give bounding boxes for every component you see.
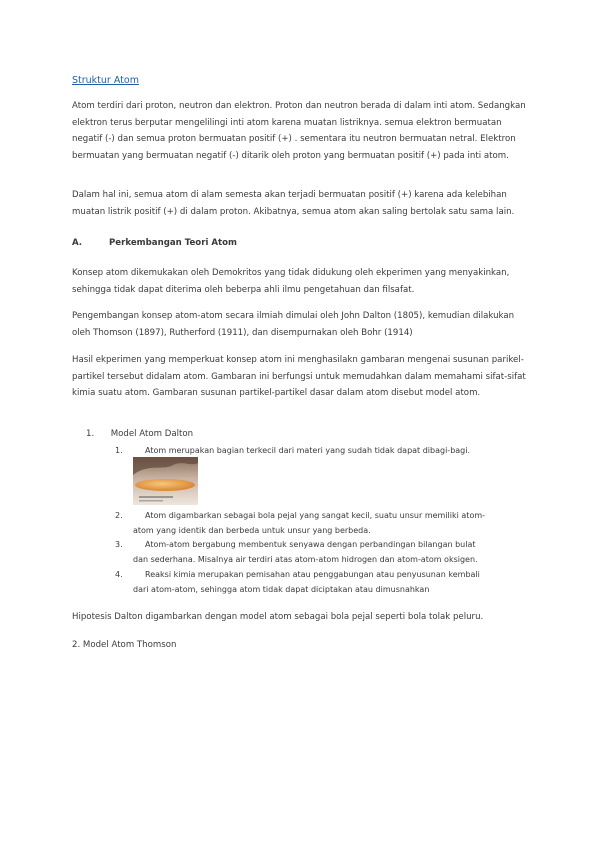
intro-paragraph: Atom terdiri dari proton, neutron dan elektron. Proton dan neutron berada di dalam inti atom. Sedangkan elektron terus berputar mengelilingi inti atom karena muatan listriknya. semua elektron bermuatan negatif (-) dan semua proton bermuatan positif (+) . sementara itu neutron bermuatan netral. Elektron bermuatan yang bermuatan negatif (-) ditarik oleh proton yang bermuatan positif (+) pada inti atom. <box>72 101 526 161</box>
sub-list-text-cont: dari atom-atom, sehingga atom tidak dapat diciptakan atau dimusnahkan <box>133 584 430 594</box>
sub-list-text-cont: dan sederhana. Misalnya air terdiri atas atom-atom hidrogen dan atom-atom oksigen. <box>133 554 478 564</box>
sub-list-number: 1. <box>115 446 123 455</box>
sub-list-text: Atom digambarkan sebagai bola pejal yang sangat kecil, suatu unsur memiliki atom- <box>145 511 486 520</box>
model-paragraph: Hasil ekperimen yang memperkuat konsep atom ini menghasilakn gambaran mengenai susunan parikel-partikel tersebut didalam atom. Gambaran ini berfungsi untuk memudahkan dalam memahami sifat-sifat kimia suatu atom. Gambaran susunan partikel-partikel dasar dalam atom disebut model atom. <box>72 355 526 398</box>
sub-list-text: Reaksi kimia merupakan pemisahan atau penggabungan atau penyusunan kembali <box>145 570 480 579</box>
sub-list-text: Atom-atom bergabung membentuk senyawa dengan perbandingan bilangan bulat <box>145 540 476 549</box>
sub-list-number: 3. <box>115 540 123 549</box>
section-heading <box>72 238 237 248</box>
sub-list-text-cont: atom yang identik dan berbeda untuk unsur yang berbeda. <box>133 525 371 535</box>
sub-list-text: Atom merupakan bagian terkecil dari materi yang sudah tidak dapat dibagi-bagi. <box>145 446 471 455</box>
sub-list-number: 2. <box>115 511 123 520</box>
sub-list-item <box>115 538 525 567</box>
dalton-atom-image <box>133 457 198 505</box>
sub-list-number: 4. <box>115 570 123 579</box>
sub-list-item <box>115 568 525 597</box>
demokritos-paragraph: Konsep atom dikemukakan oleh Demokritos yang tidak didukung oleh ekperimen yang menyakinkan, sehingga tidak dapat diterima oleh beberpa ahli ilmu pengetahuan dan filsafat. <box>72 268 510 295</box>
charge-paragraph: Dalam hal ini, semua atom di alam semesta akan terjadi bermuatan positif (+) karena ada kelebihan muatan listrik positif (+) di dalam proton. Akibatnya, semua atom akan saling bertolak satu sama lain. <box>72 190 515 217</box>
development-paragraph: Pengembangan konsep atom-atom secara ilmiah dimulai oleh John Dalton (1805), kemudian dilakukan oleh Thomson (1897), Rutherford (1911), dan disempurnakan oleh Bohr (1914) <box>72 311 515 338</box>
heading-text: Perkembangan Teori Atom <box>109 238 238 248</box>
sub-list-item <box>115 509 525 538</box>
list-number: 1. <box>86 429 95 439</box>
list-item-dalton <box>86 429 193 439</box>
struktur-atom-link[interactable]: Struktur Atom <box>72 75 139 86</box>
hypothesis-paragraph: Hipotesis Dalton digambarkan dengan model atom sebagai bola pejal seperti bola tolak peluru. <box>72 612 484 622</box>
thomson-heading: 2. Model Atom Thomson <box>72 640 177 650</box>
list-label: Model Atom Dalton <box>110 429 194 439</box>
heading-number: A. <box>72 238 83 248</box>
